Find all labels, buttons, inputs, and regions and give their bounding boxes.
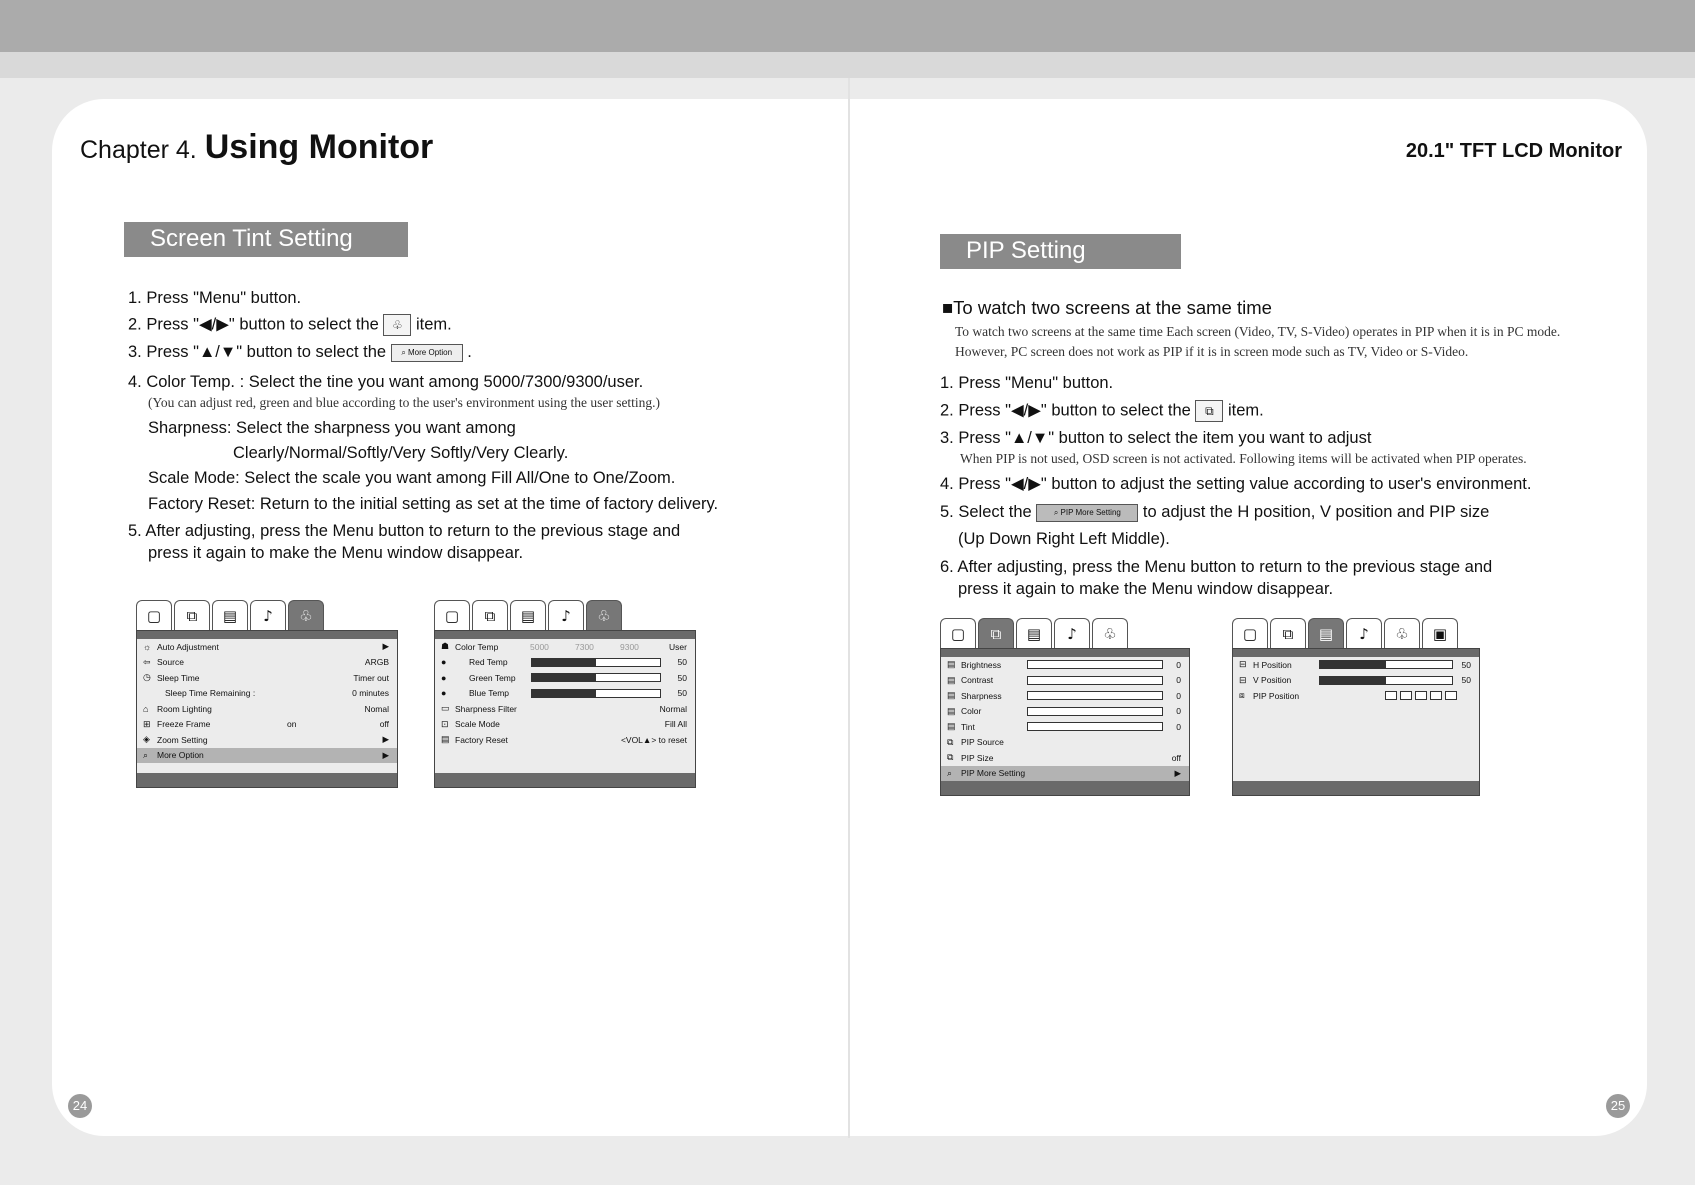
row-label: PIP Source <box>961 737 1004 748</box>
color-temp-label: Color Temp <box>455 641 499 652</box>
color-temp-row <box>435 639 695 655</box>
left-step-3-text: 3. Press "▲/▼" button to select the <box>128 343 387 361</box>
left-step-2 <box>128 314 452 336</box>
more-option-button-icon: ⌕ More Option <box>391 344 463 362</box>
top-band-secondary <box>0 52 1695 78</box>
slider-label: Green Temp <box>469 672 516 683</box>
slider-row <box>1233 657 1479 673</box>
pos-top-left-icon <box>1385 691 1397 700</box>
tab-tint-icon: ♧ <box>1384 618 1420 648</box>
slider-fill <box>532 690 596 697</box>
row-icon: ⌕ <box>143 749 149 760</box>
slider-track <box>1319 660 1453 669</box>
tab-osd-icon: ▤ <box>510 600 546 630</box>
page-fold <box>848 78 850 1138</box>
slider-value: 50 <box>677 672 687 683</box>
slider-value: 50 <box>677 657 687 668</box>
slider-label: Blue Temp <box>469 688 510 699</box>
osd-tabs <box>940 618 1190 648</box>
menu-row <box>435 701 695 717</box>
slider-row <box>941 719 1189 735</box>
tab-tint-icon: ♧ <box>586 600 622 630</box>
left-step-5a: 5. After adjusting, press the Menu button to return to the previous stage and <box>128 522 681 540</box>
page-number-left: 24 <box>68 1094 92 1118</box>
right-step-6a: 6. After adjusting, press the Menu button to return to the previous stage and <box>940 558 1493 576</box>
drop-icon: ● <box>441 688 447 699</box>
row-icon: ▤ <box>441 734 450 745</box>
slider-track <box>1319 676 1453 685</box>
slider-row <box>435 686 695 702</box>
slider-label: Sharpness <box>961 690 1002 701</box>
slider-track <box>1027 660 1163 669</box>
menu-row <box>941 766 1189 782</box>
menu-row <box>435 732 695 748</box>
tab-sound-icon: ♪ <box>548 600 584 630</box>
row-value: off <box>379 719 389 730</box>
panel-footer <box>137 773 397 787</box>
drop-icon: ● <box>441 657 447 668</box>
slider-row <box>941 657 1189 673</box>
slider-track <box>1027 722 1163 731</box>
row-value: Fill All <box>664 719 687 730</box>
slider-track <box>531 689 661 698</box>
sharpness-text-2: Clearly/Normal/Softly/Very Softly/Very Clearly. <box>233 444 569 462</box>
row-icon: ◈ <box>143 734 150 745</box>
row-label: Auto Adjustment <box>157 641 219 652</box>
slider-row <box>435 670 695 686</box>
tab-tint-icon: ♧ <box>288 600 324 630</box>
row-icon: ☼ <box>143 641 152 652</box>
color-temp-icon: ☗ <box>441 641 450 652</box>
row-icon: ⧉ <box>947 752 954 763</box>
panel-footer <box>941 781 1189 795</box>
osd-panel <box>940 648 1190 796</box>
slider-value: 0 <box>1176 706 1181 717</box>
panel-top-bar <box>1233 649 1479 657</box>
row-icon: ⌂ <box>143 703 149 714</box>
tab-sound-icon: ♪ <box>250 600 286 630</box>
row-value: <VOL▲> to reset <box>620 734 687 745</box>
row-value: Nomal <box>364 703 389 714</box>
slider-value: 0 <box>1176 690 1181 701</box>
slider-row-icon: ▤ <box>947 659 956 670</box>
slider-row <box>1233 673 1479 689</box>
osd-tabs <box>434 600 696 630</box>
temp-9300: 9300 <box>620 641 639 652</box>
row-value: 0 minutes <box>352 688 389 699</box>
right-step-6b: press it again to make the Menu window disappear. <box>958 580 1334 598</box>
menu-row <box>137 639 397 655</box>
row-icon: ⌕ <box>947 767 953 778</box>
tab-pip-icon: ⧉ <box>472 600 508 630</box>
left-step-3 <box>128 342 472 362</box>
panel-top-bar <box>941 649 1189 657</box>
tab-picture-icon: ▢ <box>434 600 470 630</box>
row-icon: ▭ <box>441 703 450 714</box>
pip-position-row <box>1233 688 1479 704</box>
right-step-4: 4. Press "◀/▶" button to adjust the setting value according to user's environment. <box>940 475 1532 493</box>
chapter-title: Using Monitor <box>204 128 434 166</box>
menu-row <box>941 750 1189 766</box>
menu-row <box>941 735 1189 751</box>
slider-row <box>941 704 1189 720</box>
slider-row <box>941 673 1189 689</box>
tab-sound-icon: ♪ <box>1346 618 1382 648</box>
right-step-2 <box>940 400 1264 422</box>
scale-mode-text: Scale Mode: Select the scale you want among Fill All/One to One/Zoom. <box>148 469 676 487</box>
menu-row <box>137 732 397 748</box>
slider-label: Contrast <box>961 675 994 686</box>
tab-osd-icon: ▤ <box>1016 618 1052 648</box>
slider-track <box>531 673 661 682</box>
tab-tv-icon: ▣ <box>1422 618 1458 648</box>
left-step-2-text: 2. Press "◀/▶" button to select the <box>128 315 379 334</box>
slider-row-icon: ▤ <box>947 705 956 716</box>
left-step-1: 1. Press "Menu" button. <box>128 289 302 307</box>
pip-more-setting-button-icon: ⌕ PIP More Setting <box>1036 504 1138 522</box>
pip-position-icon: ⧈ <box>1239 690 1245 701</box>
menu3-rows <box>941 735 1189 782</box>
menu-row <box>137 686 397 702</box>
pip-position-label: PIP Position <box>1253 690 1300 701</box>
pos-top-right-icon <box>1400 691 1412 700</box>
slider-row <box>435 655 695 671</box>
slider-label: H Position <box>1253 659 1292 670</box>
row-icon: ⊞ <box>143 718 151 729</box>
row-label: Room Lighting <box>157 703 212 714</box>
slider-row-icon: ▤ <box>947 690 956 701</box>
row-value: ▶ <box>1174 767 1181 778</box>
osd-menu-3 <box>940 618 1190 796</box>
panel-footer <box>1233 781 1479 795</box>
row-icon: ⇦ <box>143 656 151 667</box>
menu-row <box>137 655 397 671</box>
right-step-2-text: 2. Press "◀/▶" button to select the <box>940 401 1191 420</box>
menu3-sliders <box>941 657 1189 735</box>
row-mid-value: on <box>287 719 297 730</box>
row-label: Sharpness Filter <box>455 703 517 714</box>
tab-tint-icon: ♧ <box>1092 618 1128 648</box>
tab-osd-icon: ▤ <box>212 600 248 630</box>
row-label: PIP More Setting <box>961 768 1026 779</box>
tab-pip-icon: ⧉ <box>1270 618 1306 648</box>
menu-row <box>137 670 397 686</box>
slider-value: 0 <box>1176 659 1181 670</box>
menu-row <box>137 717 397 733</box>
slider-track <box>1027 691 1163 700</box>
temp-5000: 5000 <box>530 641 549 652</box>
slider-track <box>1027 676 1163 685</box>
pos-middle-icon <box>1415 691 1427 700</box>
row-value: ▶ <box>382 641 389 652</box>
osd-panel <box>434 630 696 788</box>
menu-row <box>137 701 397 717</box>
osd-panel <box>136 630 398 788</box>
row-icon: ◷ <box>143 672 151 683</box>
slider-value: 0 <box>1176 721 1181 732</box>
row-value: off <box>1171 752 1181 763</box>
right-step-5-text: 5. Select the <box>940 503 1032 521</box>
temp-7300: 7300 <box>575 641 594 652</box>
row-label: Sleep Time <box>157 672 200 683</box>
model-title: 20.1" TFT LCD Monitor <box>1405 140 1622 162</box>
slider-label: Brightness <box>961 659 1002 670</box>
row-value: ARGB <box>364 657 389 668</box>
row-label: Scale Mode <box>455 719 500 730</box>
osd-menu-4 <box>1232 618 1480 796</box>
panel-top-bar <box>435 631 695 639</box>
osd-tabs <box>136 600 398 630</box>
more-option-label: More Option <box>408 347 453 357</box>
slider-label: Tint <box>961 721 975 732</box>
slider-label: Color <box>961 706 982 717</box>
slider-fill <box>532 659 596 666</box>
right-step-3-note: When PIP is not used, OSD screen is not activated. Following items will be activated when PIP operates. <box>960 451 1527 466</box>
left-step-3-tail: . <box>467 343 472 361</box>
slider-fill <box>1320 677 1386 684</box>
panel-footer <box>435 773 695 787</box>
row-label: Sleep Time Remaining : <box>165 688 256 699</box>
page-number-right: 25 <box>1606 1094 1630 1118</box>
tab-osd-icon: ▤ <box>1308 618 1344 648</box>
row-label: Factory Reset <box>455 734 508 745</box>
chapter-label: Chapter 4. <box>80 136 197 164</box>
slider-row-icon: ▤ <box>947 674 956 685</box>
osd-tabs <box>1232 618 1480 648</box>
section-title-screen-tint: Screen Tint Setting <box>124 222 408 257</box>
osd-menu-2 <box>434 600 696 788</box>
section-title-pip: PIP Setting <box>940 234 1181 269</box>
slider-label: V Position <box>1253 675 1292 686</box>
right-step-5-tail: to adjust the H position, V position and PIP size <box>1142 503 1490 521</box>
slider-row-icon: ⊟ <box>1239 659 1247 670</box>
menu2-sliders <box>435 655 695 702</box>
left-step-2-tail: item. <box>415 315 452 334</box>
right-step-5c: (Up Down Right Left Middle). <box>958 530 1170 548</box>
panel-top-bar <box>137 631 397 639</box>
pip-intro-2: However, PC screen does not work as PIP if it is in screen mode such as TV, Video or S-Video. <box>955 344 1469 359</box>
pos-bottom-left-icon <box>1430 691 1442 700</box>
row-label: Source <box>157 657 184 668</box>
osd-panel <box>1232 648 1480 796</box>
factory-reset-text: Factory Reset: Return to the initial setting as set at the time of factory delivery. <box>148 495 719 513</box>
slider-track <box>1027 707 1163 716</box>
sharpness-text-1: Sharpness: Select the sharpness you want among <box>148 419 516 437</box>
right-step-5 <box>940 502 1489 522</box>
osd-menu-1 <box>136 600 398 788</box>
slider-value: 50 <box>1461 659 1471 670</box>
slider-label: Red Temp <box>469 657 508 668</box>
left-step-4: 4. Color Temp. : Select the tine you want among 5000/7300/9300/user. <box>128 373 644 391</box>
tab-picture-icon: ▢ <box>940 618 976 648</box>
right-step-1: 1. Press "Menu" button. <box>940 374 1114 392</box>
menu-row <box>435 717 695 733</box>
pip-intro-1: To watch two screens at the same time Each screen (Video, TV, S-Video) operates in PIP when it is in PC mode. <box>955 324 1561 339</box>
slider-value: 0 <box>1176 675 1181 686</box>
row-icon: ⧉ <box>947 736 954 747</box>
row-label: Freeze Frame <box>157 719 211 730</box>
tab-pip-icon: ⧉ <box>174 600 210 630</box>
row-label: More Option <box>157 750 204 761</box>
right-step-3: 3. Press "▲/▼" button to select the item you want to adjust <box>940 429 1372 447</box>
tab-picture-icon: ▢ <box>136 600 172 630</box>
slider-track <box>531 658 661 667</box>
pip-more-setting-label: PIP More Setting <box>1060 507 1121 517</box>
tint-tab-icon: ♧ <box>383 314 411 336</box>
row-label: PIP Size <box>961 752 994 763</box>
row-value: ▶ <box>382 749 389 760</box>
left-step-5b: press it again to make the Menu window disappear. <box>148 544 524 562</box>
pip-tab-icon: ⧉ <box>1195 400 1223 422</box>
chapter-heading <box>80 128 433 167</box>
pip-position-options <box>1385 691 1457 700</box>
menu4-sliders <box>1233 657 1479 688</box>
color-temp-value: User <box>669 641 687 652</box>
slider-fill <box>1320 661 1386 668</box>
tab-picture-icon: ▢ <box>1232 618 1268 648</box>
left-step-4-note: (You can adjust red, green and blue according to the user's environment using the user setting.) <box>148 395 661 410</box>
row-label: Zoom Setting <box>157 734 208 745</box>
menu2-rows <box>435 701 695 748</box>
menu-row <box>137 748 397 764</box>
slider-row-icon: ▤ <box>947 721 956 732</box>
row-value: Timer out <box>353 672 389 683</box>
slider-fill <box>532 674 596 681</box>
top-band <box>0 0 1695 52</box>
right-step-2-tail: item. <box>1227 401 1264 420</box>
row-value: ▶ <box>382 734 389 745</box>
tab-pip-icon: ⧉ <box>978 618 1014 648</box>
slider-row-icon: ⊟ <box>1239 674 1247 685</box>
menu1-rows <box>137 639 397 763</box>
drop-icon: ● <box>441 672 447 683</box>
tab-sound-icon: ♪ <box>1054 618 1090 648</box>
slider-value: 50 <box>1461 675 1471 686</box>
pos-bottom-right-icon <box>1445 691 1457 700</box>
pip-heading: ■To watch two screens at the same time <box>942 297 1272 318</box>
row-value: Normal <box>659 703 687 714</box>
slider-value: 50 <box>677 688 687 699</box>
slider-row <box>941 688 1189 704</box>
row-icon: ⊡ <box>441 718 449 729</box>
